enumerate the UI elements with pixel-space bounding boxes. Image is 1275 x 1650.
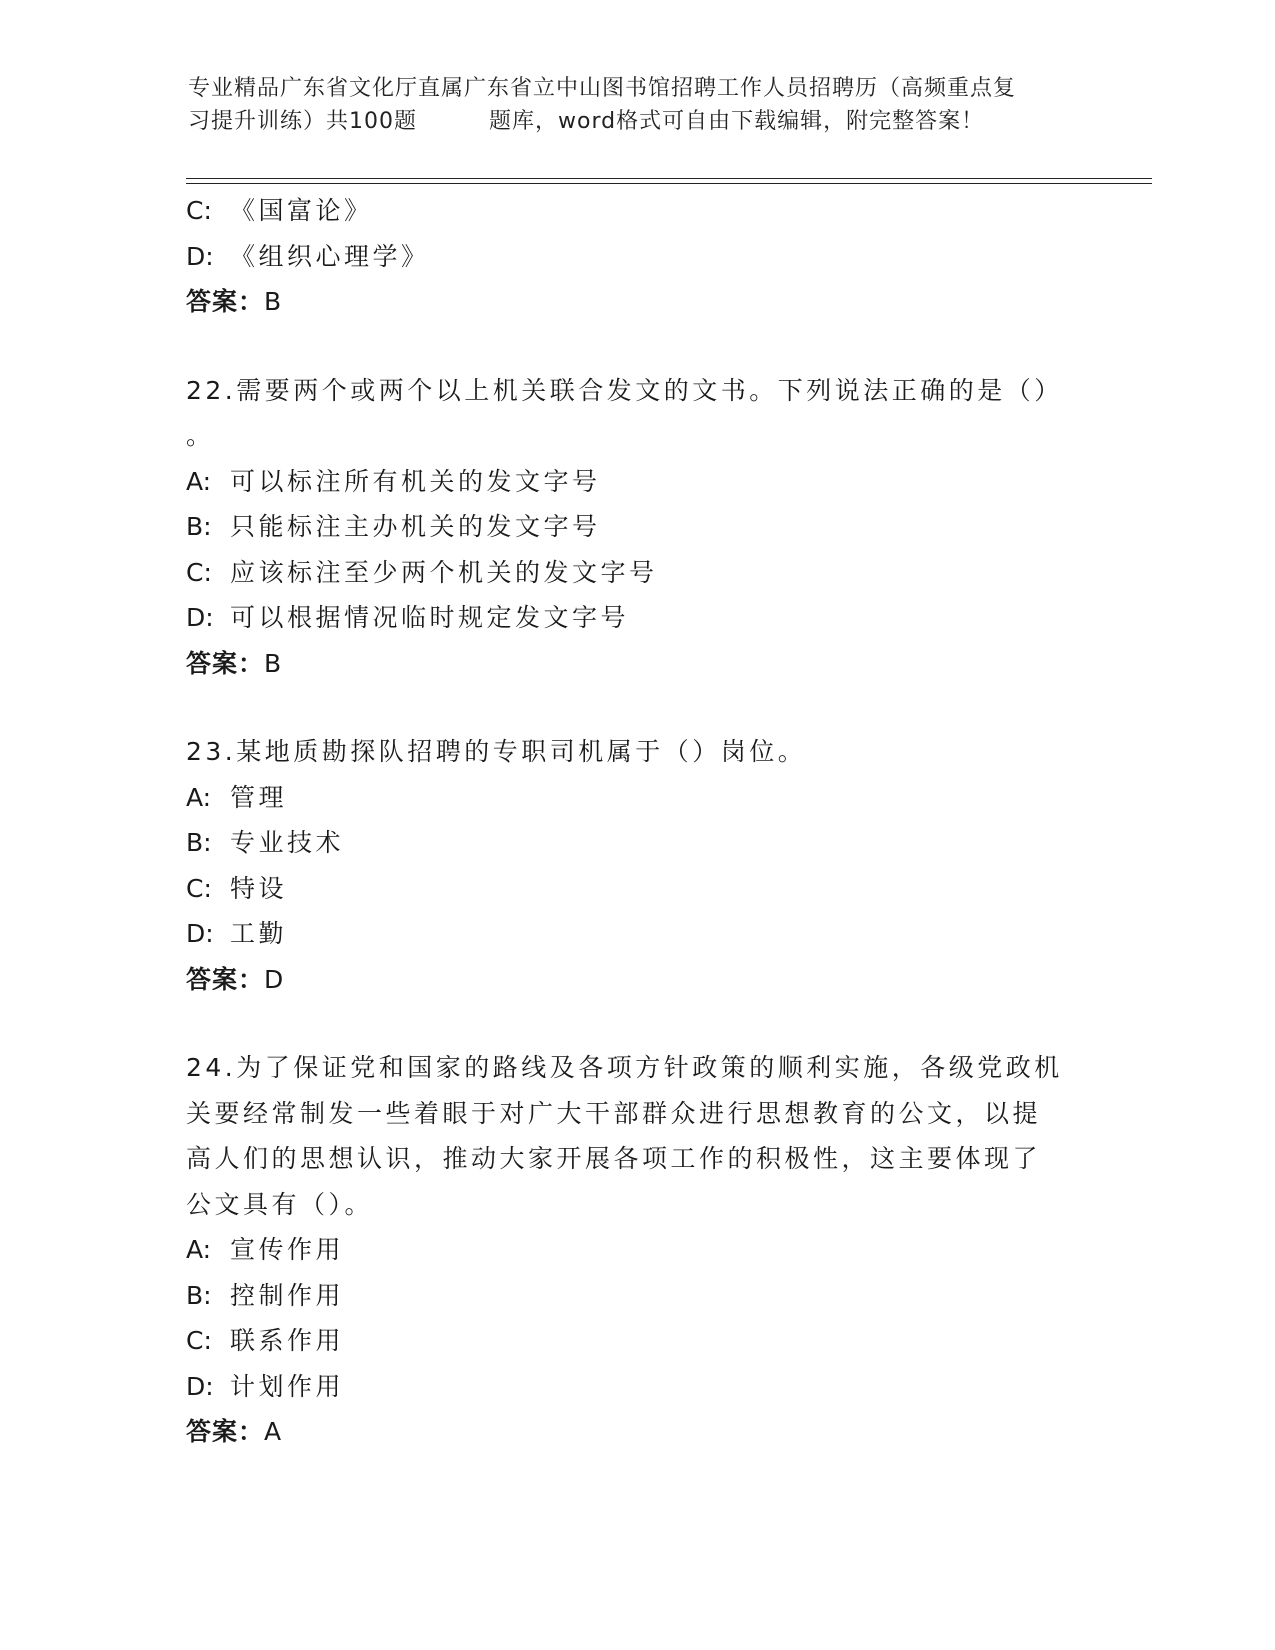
answer-label: 答案： (186, 1417, 265, 1446)
answer-line (186, 641, 1086, 687)
option-c (186, 866, 1086, 912)
option-a (186, 459, 1086, 505)
answer-line (186, 279, 1086, 325)
option-text: 可以标注所有机关的发文字号 (230, 466, 601, 496)
option-text: 可以根据情况临时规定发文字号 (230, 603, 630, 632)
option-d (186, 234, 1086, 280)
answer-line (186, 1409, 1086, 1455)
option-b (186, 504, 1086, 550)
option-text: 《组织心理学》 (230, 241, 430, 271)
option-letter: A: (186, 782, 212, 812)
answer-label: 答案： (186, 964, 265, 994)
option-letter: B: (186, 828, 212, 857)
option-b (186, 1273, 1086, 1319)
option-letter: D: (186, 603, 214, 632)
option-text: 宣传作用 (230, 1235, 345, 1264)
question-text-continued: 高人们的思想认识，推动大家开展各项工作的积极性，这主要体现了 (186, 1144, 1042, 1173)
option-text: 特设 (230, 873, 288, 903)
option-text: 控制作用 (230, 1280, 345, 1310)
answer-value: D (264, 964, 284, 994)
option-d (186, 595, 1086, 641)
header-divider-bottom (186, 183, 1152, 184)
question-text: 23.某地质勘探队招聘的专职司机属于（）岗位。 (186, 737, 807, 766)
option-text: 工勤 (230, 919, 288, 948)
option-a (186, 1227, 1086, 1273)
option-letter: A: (186, 466, 212, 496)
option-text: 只能标注主办机关的发文字号 (230, 512, 601, 541)
header-divider-top (186, 178, 1152, 179)
option-letter: D: (186, 919, 214, 948)
option-text: 应该标注至少两个机关的发文字号 (230, 557, 658, 587)
header-line-1: 专业精品广东省文化厅直属广东省立中山图书馆招聘工作人员招聘历（高频重点复 (188, 76, 1017, 101)
option-text: 《国富论》 (230, 196, 373, 225)
question-text: 24.为了保证党和国家的路线及各项方针政策的顺利实施，各级党政机 (186, 1053, 1063, 1082)
header-line-2 (188, 105, 1088, 138)
option-c (186, 1318, 1086, 1364)
header-line-2-left: 习提升训练）共100题 (188, 109, 417, 134)
option-c (186, 550, 1086, 596)
question-21 (186, 188, 1086, 325)
question-24 (186, 1045, 1086, 1455)
option-text: 联系作用 (230, 1326, 345, 1355)
option-d (186, 1364, 1086, 1410)
option-text: 管理 (230, 782, 288, 812)
question-text-continued: 关要经常制发一些着眼于对广大干部群众进行思想教育的公文，以提 (186, 1098, 1042, 1128)
answer-value: B (264, 648, 282, 678)
option-letter: D: (186, 1371, 214, 1401)
option-a (186, 775, 1086, 821)
option-text: 专业技术 (230, 828, 345, 857)
option-letter: B: (186, 1280, 212, 1310)
option-letter: C: (186, 873, 212, 903)
option-c (186, 188, 1086, 234)
header-line-2-right: 题库，word格式可自由下载编辑，附完整答案！ (489, 109, 985, 134)
option-letter: C: (186, 1326, 212, 1355)
question-text-continued: 。 (186, 421, 215, 450)
option-letter: B: (186, 512, 212, 541)
page-header (188, 72, 1088, 138)
option-letter: C: (186, 557, 212, 587)
answer-value: A (264, 1417, 282, 1446)
answer-line (186, 957, 1086, 1003)
answer-label: 答案： (186, 648, 265, 678)
option-text: 计划作用 (230, 1371, 345, 1401)
option-b (186, 820, 1086, 866)
question-23 (186, 729, 1086, 1002)
answer-label: 答案： (186, 287, 265, 316)
option-letter: D: (186, 241, 214, 271)
question-list (186, 188, 1086, 1455)
question-22 (186, 368, 1086, 687)
option-letter: A: (186, 1235, 212, 1264)
answer-value: B (264, 287, 282, 316)
option-d (186, 911, 1086, 957)
question-text-continued: 公文具有（）。 (186, 1189, 374, 1219)
question-text: 22.需要两个或两个以上机关联合发文的文书。下列说法正确的是（） (186, 375, 1063, 405)
option-letter: C: (186, 196, 212, 225)
